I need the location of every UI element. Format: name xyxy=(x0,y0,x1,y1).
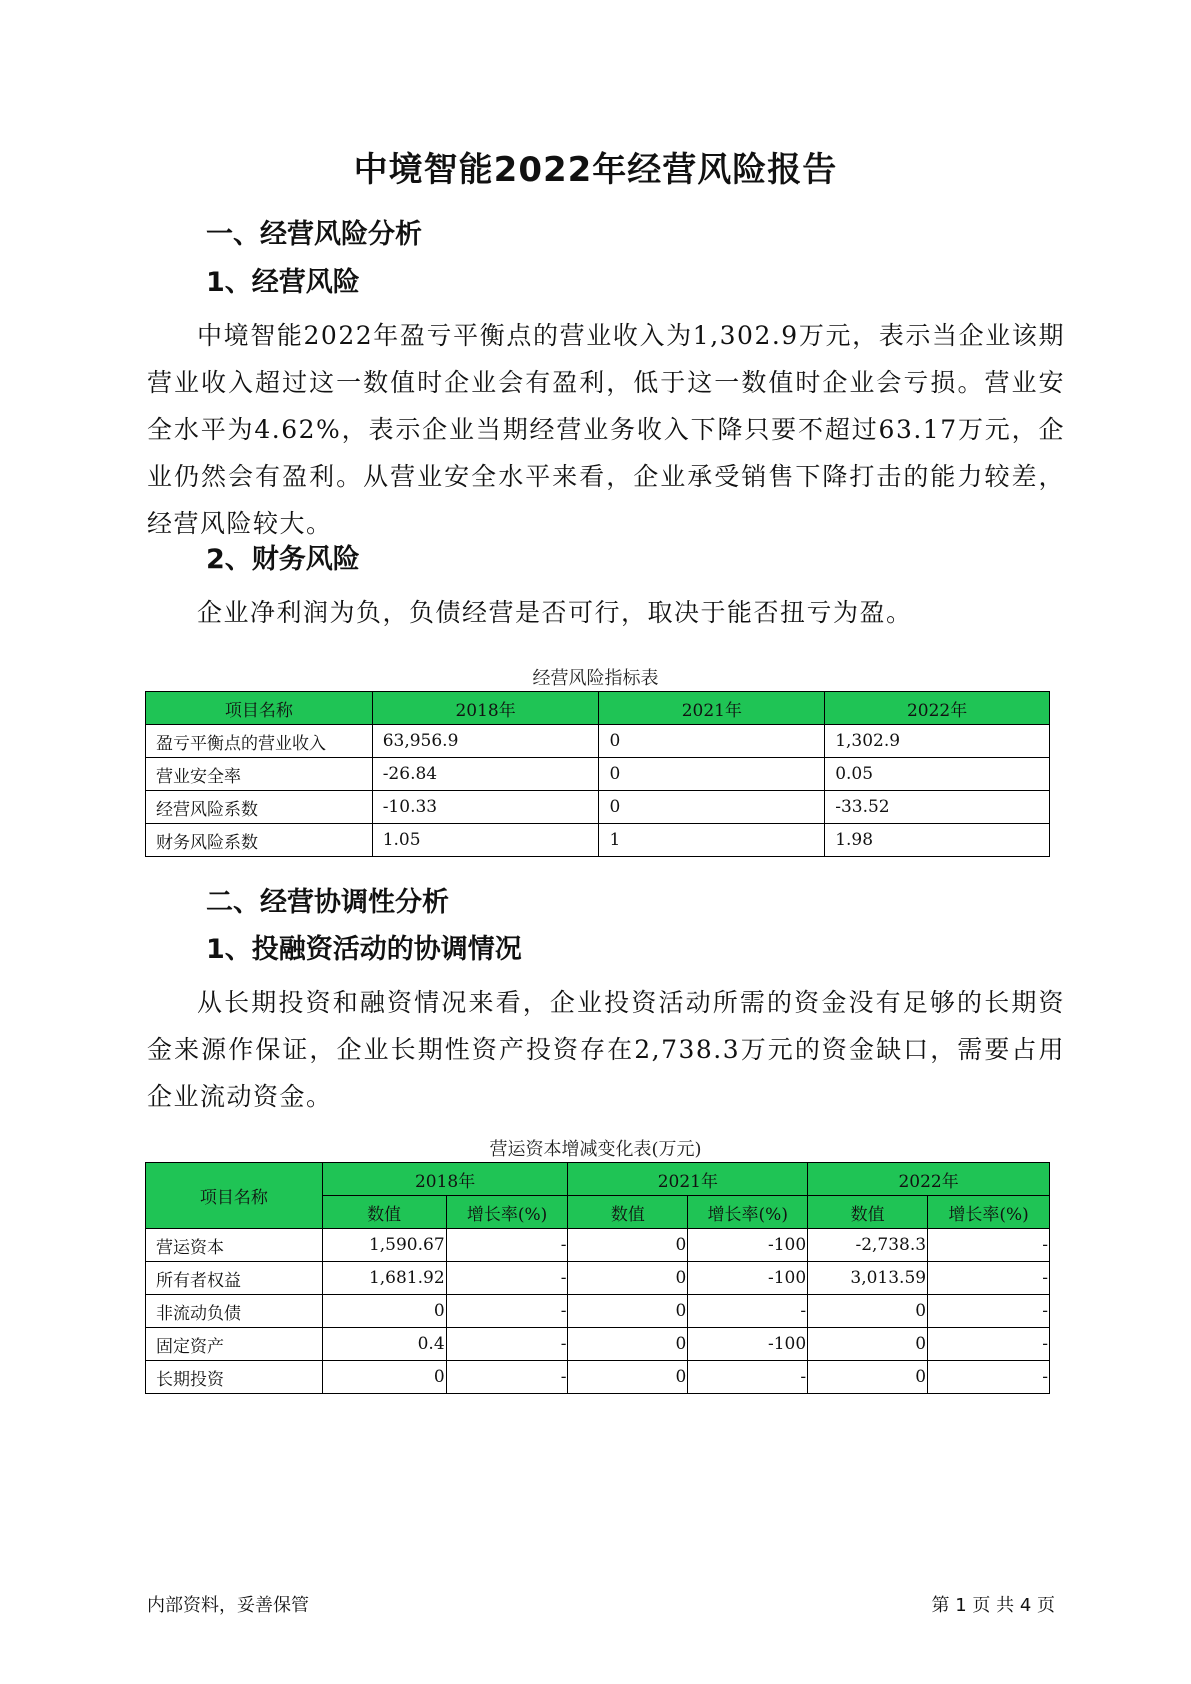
table-row xyxy=(146,824,1050,857)
table-row xyxy=(146,791,1050,824)
table-cell: 营业安全率 xyxy=(146,758,373,791)
table2-caption: 营运资本增减变化表(万元) xyxy=(489,1139,702,1160)
table-cell: - xyxy=(928,1295,1050,1328)
table-cell: 经营风险系数 xyxy=(146,791,373,824)
table-header-cell: 2018年 xyxy=(372,692,599,725)
table-header-cell: 增长率(%) xyxy=(688,1196,808,1229)
table-header-cell: 2021年 xyxy=(599,692,825,725)
section1-sub1-heading: 1、经营风险 xyxy=(206,267,360,298)
section2-heading: 二、经营协调性分析 xyxy=(206,887,449,918)
table-cell: -2,738.3 xyxy=(808,1229,928,1262)
table-cell: - xyxy=(446,1328,568,1361)
table-row xyxy=(146,1229,1050,1262)
table-row xyxy=(146,1262,1050,1295)
table-cell: 0 xyxy=(599,725,825,758)
document-title: 中境智能2022年经营风险报告 xyxy=(353,150,838,190)
table-header-cell: 2022年 xyxy=(825,692,1050,725)
table-cell: -26.84 xyxy=(372,758,599,791)
table-row xyxy=(146,758,1050,791)
table-cell: - xyxy=(446,1295,568,1328)
table-cell: - xyxy=(928,1262,1050,1295)
table-cell: 1 xyxy=(599,824,825,857)
investment-financing-paragraph: 从长期投资和融资情况来看，企业投资活动所需的资金没有足够的长期资金来源作保证，企业长期性资产投资存在2,738.3万元的资金缺口，需要占用企业流动资金。 xyxy=(147,988,1065,1111)
financial-risk-paragraph: 企业净利润为负，负债经营是否可行，取决于能否扭亏为盈。 xyxy=(197,598,913,627)
table-cell: 营运资本 xyxy=(146,1229,323,1262)
table-cell: 0 xyxy=(322,1361,446,1394)
table-cell: 1,681.92 xyxy=(322,1262,446,1295)
table-cell: - xyxy=(928,1229,1050,1262)
table-cell: 财务风险系数 xyxy=(146,824,373,857)
table-row xyxy=(146,725,1050,758)
table-cell: 长期投资 xyxy=(146,1361,323,1394)
section1-sub2-heading: 2、财务风险 xyxy=(206,544,360,575)
table-cell: 0 xyxy=(808,1361,928,1394)
table-header-cell: 项目名称 xyxy=(146,1163,323,1229)
table-cell: 1,590.67 xyxy=(322,1229,446,1262)
table-cell: -33.52 xyxy=(825,791,1050,824)
table-cell: - xyxy=(446,1361,568,1394)
table-cell: 0 xyxy=(599,791,825,824)
table-cell: 0 xyxy=(568,1328,688,1361)
table-cell: 0 xyxy=(322,1295,446,1328)
table-cell: 63,956.9 xyxy=(372,725,599,758)
operating-risk-paragraph: 中境智能2022年盈亏平衡点的营业收入为1,302.9万元，表示当企业该期营业收入超过这一数值时企业会有盈利，低于这一数值时企业会亏损。营业安全水平为4.62%，表示企业当期经营业务收入下降只要不超过63.17万元，企业仍然会有盈利。从营业安全水平来看，企业承受销售下降打击的能力较差，经营风险较大。 xyxy=(147,321,1065,538)
working-capital-table xyxy=(145,1162,1050,1394)
table-cell: 0 xyxy=(568,1295,688,1328)
table-cell: - xyxy=(928,1328,1050,1361)
table1-caption: 经营风险指标表 xyxy=(532,668,659,689)
table-cell: 0.4 xyxy=(322,1328,446,1361)
table-cell: -100 xyxy=(688,1229,808,1262)
table-row xyxy=(146,1328,1050,1361)
footer-confidential-note: 内部资料，妥善保管 xyxy=(147,1595,309,1616)
table-cell: 0.05 xyxy=(825,758,1050,791)
table-cell: - xyxy=(928,1361,1050,1394)
section2-sub1-heading: 1、投融资活动的协调情况 xyxy=(206,934,522,965)
table-cell: 0 xyxy=(808,1328,928,1361)
table-cell: - xyxy=(688,1295,808,1328)
table-cell: 0 xyxy=(568,1262,688,1295)
operating-risk-table xyxy=(145,691,1050,857)
section1-heading: 一、经营风险分析 xyxy=(206,219,422,250)
table-cell: 0 xyxy=(568,1229,688,1262)
table-cell: - xyxy=(446,1229,568,1262)
table-cell: 0 xyxy=(599,758,825,791)
table-header-cell: 2021年 xyxy=(568,1163,808,1196)
table-cell: -100 xyxy=(688,1262,808,1295)
table-cell: -10.33 xyxy=(372,791,599,824)
table-header-cell: 数值 xyxy=(808,1196,928,1229)
table-cell: -100 xyxy=(688,1328,808,1361)
table-cell: - xyxy=(688,1361,808,1394)
table-cell: 盈亏平衡点的营业收入 xyxy=(146,725,373,758)
table-cell: - xyxy=(446,1262,568,1295)
table-header-cell: 增长率(%) xyxy=(928,1196,1050,1229)
table-cell: 1,302.9 xyxy=(825,725,1050,758)
table-header-cell: 数值 xyxy=(322,1196,446,1229)
table-cell: 所有者权益 xyxy=(146,1262,323,1295)
table-header-cell: 增长率(%) xyxy=(446,1196,568,1229)
table-cell: 0 xyxy=(808,1295,928,1328)
table-cell: 0 xyxy=(568,1361,688,1394)
table-header-cell: 项目名称 xyxy=(146,692,373,725)
table-cell: 3,013.59 xyxy=(808,1262,928,1295)
table-header-cell: 2018年 xyxy=(322,1163,568,1196)
table-row xyxy=(146,1295,1050,1328)
footer-page-number: 第 1 页 共 4 页 xyxy=(931,1595,1055,1616)
table-cell: 非流动负债 xyxy=(146,1295,323,1328)
table-header-cell: 数值 xyxy=(568,1196,688,1229)
table-header-row xyxy=(146,1163,1050,1196)
table-header-cell: 2022年 xyxy=(808,1163,1050,1196)
table-row xyxy=(146,1361,1050,1394)
table-cell: 1.05 xyxy=(372,824,599,857)
table-header-row xyxy=(146,692,1050,725)
table-cell: 1.98 xyxy=(825,824,1050,857)
table-cell: 固定资产 xyxy=(146,1328,323,1361)
